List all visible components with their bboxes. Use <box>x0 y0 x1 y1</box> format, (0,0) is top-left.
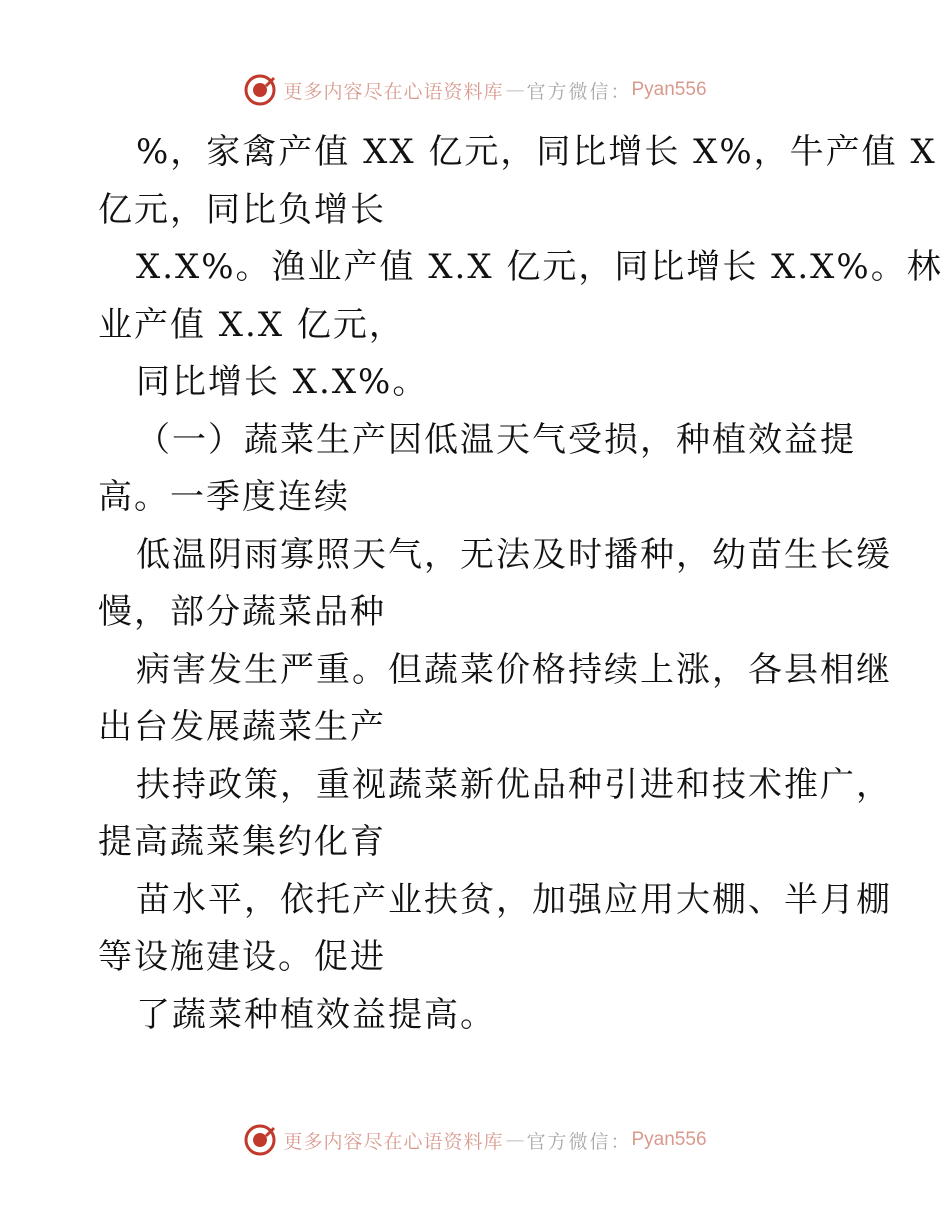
text-line: 亿元，同比负增长 <box>98 189 386 230</box>
watermark-dash: — <box>505 79 525 101</box>
watermark-dash: — <box>505 1129 525 1151</box>
text-line: 高。一季度连续 <box>98 477 350 517</box>
watermark-wechat-label: 官方微信： <box>526 80 632 103</box>
pen-logo-icon <box>243 1123 277 1157</box>
footer-watermark <box>0 1122 950 1158</box>
text-line: 业产值 X.X 亿元， <box>98 304 405 345</box>
watermark-wechat-id: Pyan556 <box>631 79 707 100</box>
text-line: 低温阴雨寡照天气，无法及时播种，幼苗生长缓 <box>136 534 892 575</box>
watermark-text: 更多内容尽在心语资料库 <box>283 80 504 103</box>
watermark-wechat-id: Pyan556 <box>631 1129 707 1150</box>
text-line: 扶持政策，重视蔬菜新优品种引进和技术推广， <box>136 764 892 805</box>
text-line: %，家禽产值 XX 亿元，同比增长 X%，牛产值 X <box>136 132 937 172</box>
text-line: 等设施建设。促进 <box>98 937 386 977</box>
text-line: 同比增长 X.X%。 <box>136 362 429 402</box>
watermark-text: 更多内容尽在心语资料库 <box>283 1130 504 1153</box>
text-line: 慢，部分蔬菜品种 <box>98 592 386 632</box>
text-line: 提高蔬菜集约化育 <box>98 822 386 862</box>
text-line: 病害发生严重。但蔬菜价格持续上涨，各县相继 <box>136 649 892 690</box>
header-watermark <box>0 72 950 108</box>
section-heading-line: （一）蔬菜生产因低温天气受损，种植效益提 <box>136 419 856 460</box>
text-line: 了蔬菜种植效益提高。 <box>136 994 496 1035</box>
text-line: 苗水平，依托产业扶贫，加强应用大棚、半月棚 <box>136 879 892 920</box>
document-body <box>98 124 943 1044</box>
text-line: X.X%。渔业产值 X.X 亿元，同比增长 X.X%。林 <box>136 247 943 287</box>
text-line: 出台发展蔬菜生产 <box>98 707 386 747</box>
pen-logo-icon <box>243 73 277 107</box>
watermark-wechat-label: 官方微信： <box>526 1130 632 1153</box>
